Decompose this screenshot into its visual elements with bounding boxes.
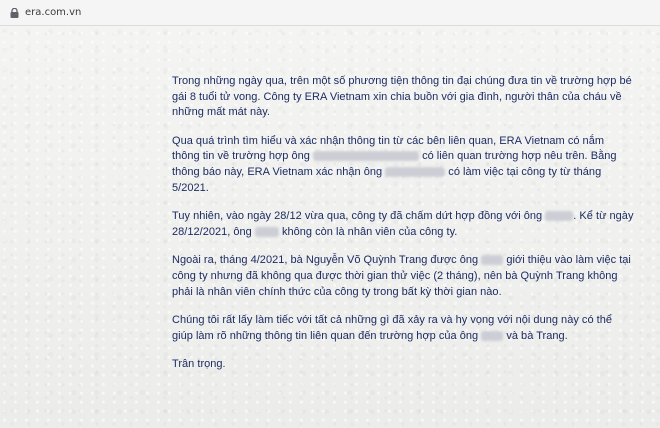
paragraph-text: Tuy nhiên, vào ngày 28/12 vừa qua, công ty đã chấm dứt hợp đồng với ông	[172, 210, 543, 223]
redacted-name	[545, 211, 573, 221]
url-text[interactable]: era.com.vn	[25, 7, 82, 18]
paragraph-text: . Kể từ ngày 28/12/2021, ông	[172, 210, 634, 238]
paragraph-text: Ngoài ra, tháng 4/2021, bà Nguyễn Võ Quỳnh Trang được ông	[172, 254, 479, 267]
paragraph-text: Qua quá trình tìm hiểu và xác nhận thông tin từ các bên liên quan, ERA Vietnam có nắm thông tin về trường hợp ông	[172, 134, 605, 163]
paragraph-text: Chúng tôi rất lấy làm tiếc với tất cả những gì đã xảy ra và hy vọng với nội dung này có thể giúp làm rõ những thông tin liên quan đến trường hợp của ông	[172, 314, 613, 342]
closing-signoff	[172, 357, 634, 373]
paragraph-additional	[172, 253, 634, 300]
paragraph-termination	[172, 209, 634, 240]
paragraph-text: có làm việc tại công ty từ tháng 5/2021.	[172, 165, 602, 194]
announcement-letter	[172, 74, 634, 386]
browser-address-bar[interactable]	[0, 0, 660, 26]
paragraph-regret	[172, 313, 634, 344]
paragraph-text: giới thiệu vào làm việc tại công ty nhưng đã không qua được thời gian thử việc (2 tháng), nên bà Quỳnh Trang không phải là nhân viên chính thức của công ty trong bất kỳ thời gian nào.	[172, 254, 631, 298]
paragraph-condolence	[172, 74, 634, 121]
paragraph-text: có liên quan trường hợp nêu trên. Bằng thông báo này, ERA Vietnam xác nhận ông	[172, 150, 617, 178]
page-background	[0, 26, 660, 428]
lock-icon	[10, 8, 19, 18]
redacted-name	[313, 151, 419, 161]
paragraph-text: và bà Trang.	[506, 329, 568, 342]
paragraph-confirmation	[172, 134, 634, 196]
redacted-name	[481, 331, 503, 341]
paragraph-text: không còn là nhân viên của công ty.	[281, 225, 458, 238]
redacted-name	[255, 227, 279, 237]
redacted-name	[385, 167, 445, 177]
redacted-name	[481, 255, 503, 265]
paragraph-text: Trân trọng.	[172, 358, 226, 371]
paragraph-text: Trong những ngày qua, trên một số phương tiện thông tin đại chúng đưa tin về trường hợp bé gái 8 tuổi tử vong. Công ty ERA Vietnam xin chia buồn với gia đình, người thân của cháu về những mất mát này.	[172, 75, 632, 119]
